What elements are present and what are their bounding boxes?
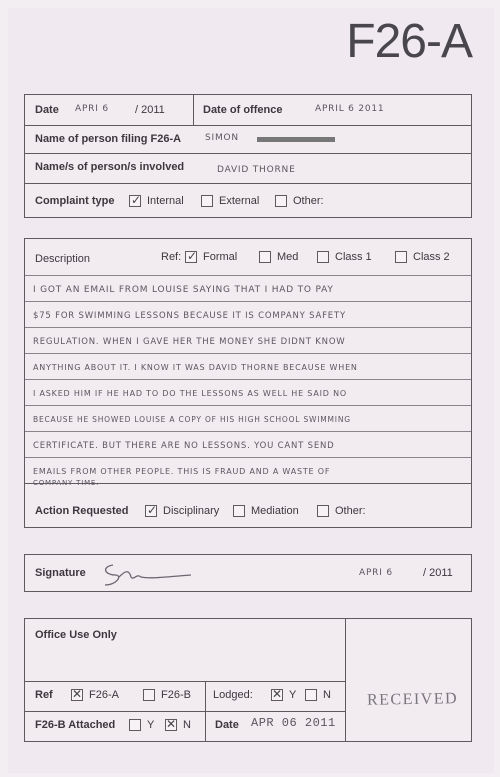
office-divider	[345, 619, 346, 741]
checkbox-class1[interactable]	[317, 251, 329, 263]
signature-section	[24, 554, 472, 592]
ref-f26b: F26-B	[161, 689, 191, 701]
description-line-5: I ASKED HIM IF HE HAD TO DO THE LESSONS AS WELL HE SAID NO	[33, 389, 347, 398]
description-line-8: EMAILS FROM OTHER PEOPLE. THIS IS FRAUD AND A WASTE OF	[33, 467, 331, 476]
rule-line	[25, 405, 471, 406]
checkbox-lodged-y[interactable]	[271, 689, 283, 701]
checkbox-attached-n[interactable]	[165, 719, 177, 731]
offence-label: Date of offence	[203, 104, 283, 116]
rule-line	[25, 457, 471, 458]
involved-row	[25, 153, 471, 184]
signature-label: Signature	[35, 567, 86, 579]
office-ref-label: Ref	[35, 689, 53, 701]
involved-label: Name/s of person/s involved	[35, 161, 185, 173]
description-line-2: $75 FOR SWIMMING LESSONS BECAUSE IT IS COMPANY SAFETY	[33, 311, 346, 321]
signature-date-value: APRI 6	[359, 568, 393, 578]
office-date-label: Date	[215, 719, 239, 731]
date-value: APRI 6	[75, 104, 109, 114]
checkbox-disciplinary[interactable]	[145, 505, 157, 517]
description-line-7: CERTIFICATE. BUT THERE ARE NO LESSONS. YOU CANT SEND	[33, 441, 335, 451]
filer-label: Name of person filing F26-A	[35, 133, 182, 145]
check-mark-icon: ✓	[147, 503, 158, 517]
checkbox-action-other[interactable]	[317, 505, 329, 517]
action-label: Action Requested	[35, 505, 129, 517]
complaint-row	[25, 183, 471, 217]
date-divider	[193, 95, 194, 125]
action-mediation: Mediation	[251, 505, 299, 517]
checkbox-other[interactable]	[275, 195, 287, 207]
date-row	[25, 95, 471, 126]
x-mark-icon: ✕	[72, 687, 83, 701]
option-other: Other:	[293, 195, 324, 207]
check-mark-icon: ✓	[131, 193, 142, 207]
ref-class2: Class 2	[413, 251, 450, 263]
action-other: Other:	[335, 505, 366, 517]
office-col-divider	[205, 681, 206, 742]
lodged-label: Lodged:	[213, 689, 253, 701]
checkbox-formal[interactable]	[185, 251, 197, 263]
office-row-divider-2	[25, 711, 345, 712]
checkbox-class2[interactable]	[395, 251, 407, 263]
rule-line	[25, 327, 471, 328]
ref-formal: Formal	[203, 251, 238, 263]
filer-row	[25, 125, 471, 154]
rule-line	[25, 431, 471, 432]
description-label: Description	[35, 253, 91, 265]
date-stamp: APR 06 2011	[251, 716, 336, 730]
involved-value: DAVID THORNE	[217, 165, 296, 175]
office-use-section	[24, 618, 472, 742]
option-internal: Internal	[147, 195, 184, 207]
description-line-9: COMPANY TIME.	[33, 479, 100, 487]
checkbox-med[interactable]	[259, 251, 271, 263]
checkbox-ref-f26a[interactable]	[71, 689, 83, 701]
ref-f26a: F26-A	[89, 689, 119, 701]
attached-n: N	[183, 719, 191, 731]
office-use-title: Office Use Only	[35, 629, 117, 641]
attached-label: F26-B Attached	[35, 719, 116, 731]
redaction-bar	[257, 137, 335, 142]
rule-line	[25, 379, 471, 380]
rule-line	[25, 301, 471, 302]
offence-value: APRIL 6 2011	[315, 104, 385, 114]
checkbox-internal[interactable]	[129, 195, 141, 207]
rule-line	[25, 353, 471, 354]
attached-y: Y	[147, 719, 155, 731]
description-section	[24, 238, 472, 528]
rule-line	[25, 275, 471, 276]
description-line-4: ANYTHING ABOUT IT. I KNOW IT WAS DAVID THORNE BECAUSE WHEN	[33, 363, 358, 372]
ref-med: Med	[277, 251, 299, 263]
signature-date-year: / 2011	[423, 567, 453, 579]
description-line-3: REGULATION. WHEN I GAVE HER THE MONEY SHE DIDNT KNOW	[33, 337, 346, 347]
signature-scribble	[99, 559, 195, 589]
filer-value: SIMON	[205, 133, 239, 143]
form-title: F26-A	[346, 15, 472, 68]
x-mark-icon: ✕	[166, 717, 177, 731]
description-line-6: BECAUSE HE SHOWED LOUISE A COPY OF HIS HIGH SCHOOL SWIMMING	[33, 415, 351, 424]
ref-class1: Class 1	[335, 251, 372, 263]
date-label: Date	[35, 104, 59, 116]
checkbox-external[interactable]	[201, 195, 213, 207]
x-mark-icon: ✕	[272, 687, 283, 701]
header-section	[24, 94, 472, 218]
lodged-y: Y	[289, 689, 297, 701]
check-mark-icon: ✓	[187, 249, 198, 263]
received-stamp: RECEIVED	[366, 690, 459, 709]
description-line-1: I GOT AN EMAIL FROM LOUISE SAYING THAT I HAD TO PAY	[33, 285, 334, 295]
checkbox-attached-y[interactable]	[129, 719, 141, 731]
office-row-divider-1	[25, 681, 345, 682]
complaint-label: Complaint type	[35, 195, 115, 207]
date-year: / 2011	[135, 104, 165, 116]
option-external: External	[219, 195, 260, 207]
ref-label: Ref:	[161, 251, 182, 263]
checkbox-ref-f26b[interactable]	[143, 689, 155, 701]
lodged-n: N	[323, 689, 331, 701]
action-disciplinary: Disciplinary	[163, 505, 220, 517]
checkbox-mediation[interactable]	[233, 505, 245, 517]
checkbox-lodged-n[interactable]	[305, 689, 317, 701]
